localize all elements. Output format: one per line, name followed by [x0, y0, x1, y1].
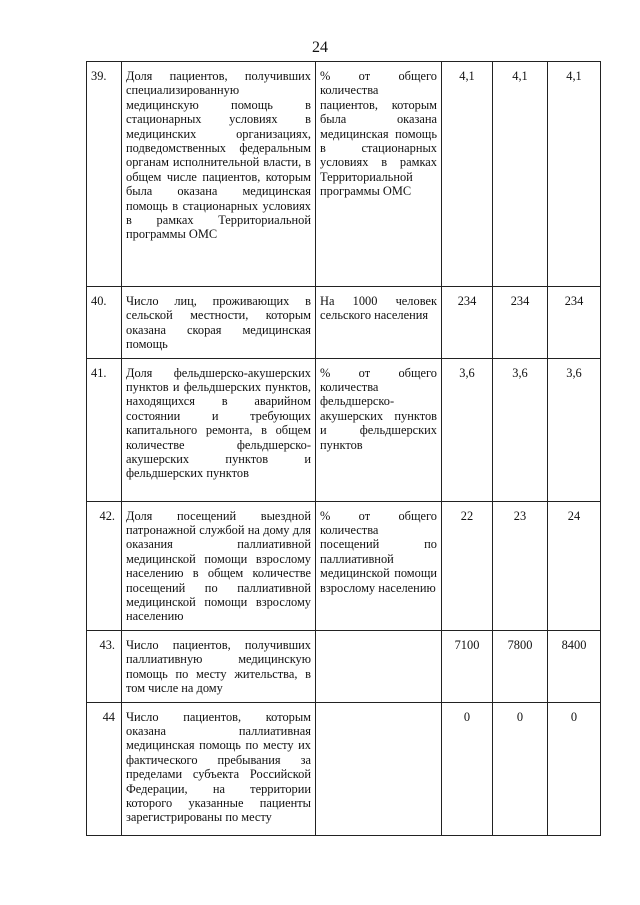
indicator-unit [316, 630, 442, 702]
value-year-3: 4,1 [548, 62, 601, 287]
value-year-1: 22 [442, 501, 493, 630]
indicator-unit: % от общего количества посещений по паллиативной медицинской помощи взрослому населению [316, 501, 442, 630]
value-year-2: 234 [493, 287, 548, 359]
indicator-name: Число пациентов, которым оказана паллиативная медицинская помощь по месту их фактического пребывания за пределами субъекта Российской Федерации, на территории которого указанные пациенты зарегистрированы по месту [122, 702, 316, 835]
value-year-3: 0 [548, 702, 601, 835]
value-year-2: 0 [493, 702, 548, 835]
indicator-name: Доля посещений выездной патронажной службой на дому для оказания паллиативной медицинской помощи взрослому населению в общем количестве посещений по паллиативной медицинской помощи взрослому населению [122, 501, 316, 630]
indicator-name: Доля пациентов, получивших специализированную медицинскую помощь в стационарных условиях в медицинских организациях, подведомственных федеральным органам исполнительной власти, в общем числе пациентов, которым была оказана медицинская помощь в стационарных условиях в рамках Территориальной программы ОМС [122, 62, 316, 287]
table-row [87, 62, 601, 287]
indicator-unit: % от общего количества пациентов, которым была оказана медицинская помощь в стационарных условиях в рамках Территориальной программы ОМС [316, 62, 442, 287]
table-row [87, 702, 601, 835]
table-row [87, 358, 601, 501]
indicators-table [86, 61, 601, 836]
indicator-name: Число лиц, проживающих в сельской местности, которым оказана скорая медицинская помощь [122, 287, 316, 359]
value-year-2: 7800 [493, 630, 548, 702]
value-year-1: 234 [442, 287, 493, 359]
row-number: 40. [87, 287, 122, 359]
value-year-3: 8400 [548, 630, 601, 702]
row-number: 44 [87, 702, 122, 835]
table-row [87, 501, 601, 630]
value-year-2: 23 [493, 501, 548, 630]
indicator-unit: % от общего количества фельдшерско-акушерских пунктов и фельдшерских пунктов [316, 358, 442, 501]
indicator-name: Доля фельдшерско-акушерских пунктов и фельдшерских пунктов, находящихся в аварийном состоянии и требующих капитального ремонта, в общем количестве фельдшерско-акушерских пунктов и фельдшерских пунктов [122, 358, 316, 501]
indicator-unit: На 1000 человек сельского населения [316, 287, 442, 359]
indicator-name: Число пациентов, получивших паллиативную медицинскую помощь по месту жительства, в том числе на дому [122, 630, 316, 702]
value-year-1: 0 [442, 702, 493, 835]
page-number: 24 [312, 39, 328, 56]
row-number: 43. [87, 630, 122, 702]
value-year-3: 24 [548, 501, 601, 630]
row-number: 42. [87, 501, 122, 630]
value-year-3: 234 [548, 287, 601, 359]
value-year-1: 3,6 [442, 358, 493, 501]
value-year-3: 3,6 [548, 358, 601, 501]
value-year-2: 4,1 [493, 62, 548, 287]
value-year-2: 3,6 [493, 358, 548, 501]
indicator-unit [316, 702, 442, 835]
value-year-1: 7100 [442, 630, 493, 702]
value-year-1: 4,1 [442, 62, 493, 287]
row-number: 41. [87, 358, 122, 501]
table-row [87, 630, 601, 702]
table-row [87, 287, 601, 359]
row-number: 39. [87, 62, 122, 287]
